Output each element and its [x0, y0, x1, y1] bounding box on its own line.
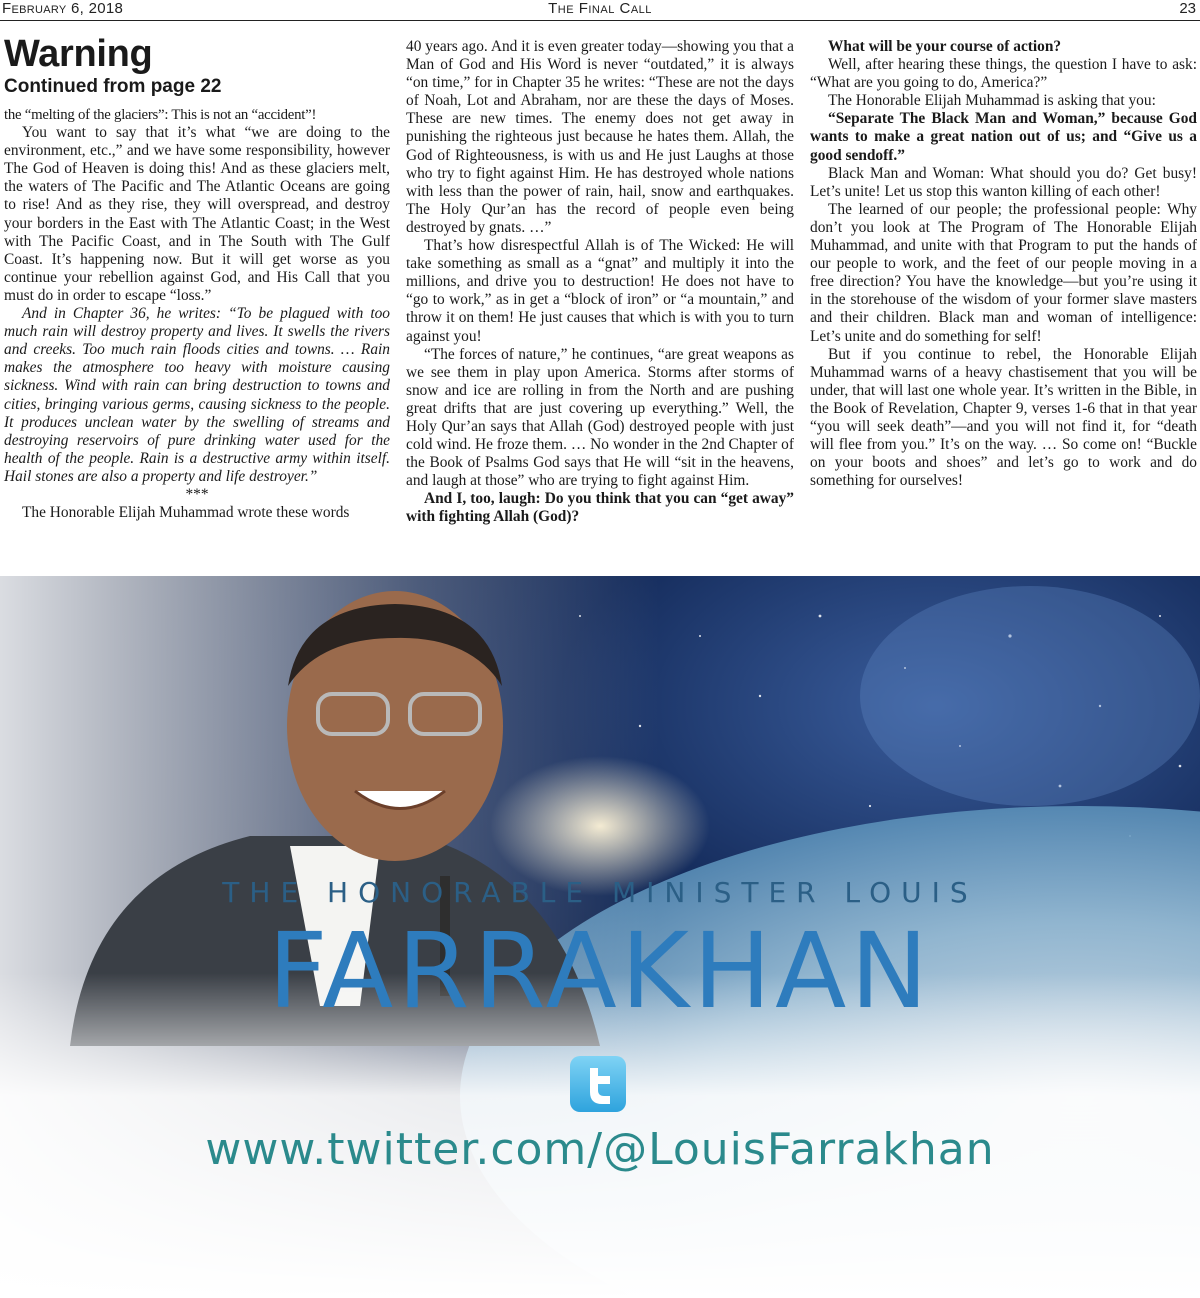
subheading: What will be your course of action? — [828, 38, 1062, 55]
paragraph: That’s how disrespectful Allah is of The Wicked: He will take something as small as a “gnat” and multiply it into the millions, and drive you to destruction! He does not have to “go to work,” as in get a “block of iron” or “a mountain,” and throw it on them! He just causes that which is with you to turn against you! — [406, 237, 794, 345]
paragraph: the “melting of the glaciers”: This is not an “accident”! — [4, 107, 317, 123]
paragraph: And in Chapter 36, he writes: “To be plagued with too much rain will destroy property and lives. It swells the rivers and creeks. Too much rain floods cities and towns. … Rain makes the atmosphere too heavy with moisture causing sickness. Wind with rain can bring destruction to towns and cities, bringing various germs, causing sickness to the people. It produces unclean water by the swelling of streams and destroying reservoirs of pure drinking water used for the health of the people. Rain is a destructive army within itself. Hail stones are also a property and life destroyer.” — [4, 305, 390, 485]
paragraph: And I, too, laugh: Do you think that you can “get away” with fighting Allah (God)? — [406, 490, 794, 526]
article-column-3 — [810, 38, 1197, 490]
article-column-2 — [406, 38, 794, 527]
paragraph: 40 years ago. And it is even greater today—showing you that a Man of God and His Word is never “outdated,” it is always “on time,” for in Chapter 35 he writes: “These are not the days of Noah, Lot and Abraham, nor are these the days of Moses. These are new times. The enemy does not get away in punishing the righteous just because he hates them. Allah, the God of Righteousness, is with us and He just Laughs at those who try to fight against Him. He has destroyed whole nations with less than the power of rain, hail, snow and earthquakes. The Holy Qur’an has the record of people even being destroyed by gnats. …” — [406, 38, 794, 236]
paragraph: Black Man and Woman: What should you do? Get busy! Let’s unite! Let us stop this wanton killing of each other! — [810, 164, 1197, 200]
twitter-url-link[interactable]: www.twitter.com/@LouisFarrakhan — [205, 1124, 995, 1175]
paragraph: But if you continue to rebel, the Honorable Elijah Muhammad warns of a heavy chastisement that you will be under, that will last one whole year. It’s written in the Bible, in the Book of Revelation, Chapter 9, verses 1-6 that in that year “you will seek death”—and you will not find it, for “death will flee from you.” It’s on the way. … So come on! “Buckle on your boots and shoes” and let’s go to work and do something for ourselves! — [810, 345, 1197, 490]
banner-title: FARRAKHAN — [267, 910, 933, 1032]
page-number: 23 — [1179, 0, 1196, 17]
paragraph: “Separate The Black Man and Woman,” because God wants to make a great nation out of us; and “Give us a good sendoff.” — [810, 110, 1197, 164]
twitter-banner-ad — [0, 576, 1200, 1298]
paragraph: The Honorable Elijah Muhammad is asking that you: — [828, 92, 1156, 110]
paragraph: “The forces of nature,” he continues, “are great weapons as we see them in play upon America. Storms after storms of snow and ice are rolling in from the North and are pushing great drifts that are just covering up everything.” Well, the Holy Qur’an says that Allah (God) destroyed people with just cold wind. He froze them. … No wonder in the 2nd Chapter of the Book of Psalms God says that He will “sit in the heavens, and laugh at those” who are trying to fight against Him. — [406, 345, 794, 490]
continued-from-line: Continued from page 22 — [4, 76, 222, 97]
banner-subtitle: THE HONORABLE MINISTER LOUIS — [222, 876, 978, 909]
article-headline: Warning — [4, 33, 153, 75]
section-break: *** — [185, 485, 209, 503]
running-header — [0, 0, 1200, 21]
paragraph: You want to say that it’s what “we are doing to the environment, etc.,” and we have some responsibility, however The God of Heaven is doing this! And as these glaciers melt, the waters of The Pacific and The Atlantic Oceans are going to rise! And as they rise, they will overspread, and destroy your borders in the East with The Atlantic Coast; in the West with The Pacific Coast, and in The South with The Gulf Coast. It’s happening now. But it will get worse as you continue your rebellion against God, and His Call that you must do in order to escape “loss.” — [4, 124, 390, 304]
issue-date: February 6, 2018 — [2, 0, 124, 17]
publication-name: The Final Call — [548, 0, 652, 17]
paragraph: Well, after hearing these things, the question I have to ask: “What are you going to do, America?” — [810, 56, 1197, 92]
paragraph: The learned of our people; the professional people: Why don’t you look at The Program of The Honorable Elijah Muhammad, and unite with that Program to put the hands of our people to work, and the feet of our people moving in a free direction? You have the knowledge—but you’re using it in the storehouse of the wisdom of your former slave masters and their children. Black man and woman of intelligence: Let’s unite and do something for self! — [810, 200, 1197, 345]
twitter-icon[interactable] — [568, 1054, 628, 1114]
paragraph: The Honorable Elijah Muhammad wrote these words — [22, 504, 350, 522]
article-column-1 — [4, 34, 390, 522]
